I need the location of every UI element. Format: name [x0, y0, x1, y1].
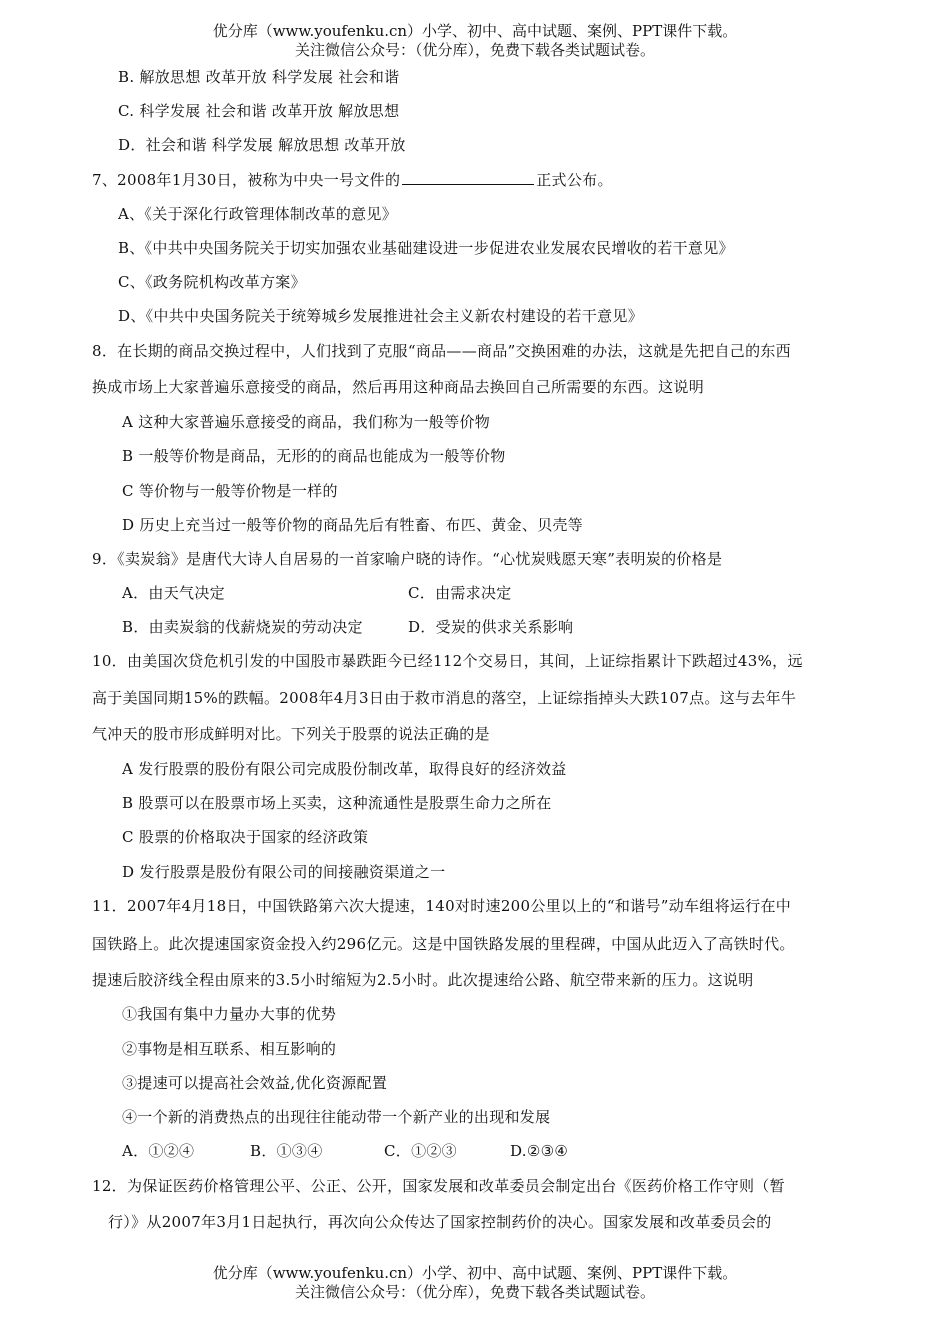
footer-line-1: 优分库（www.youfenku.cn）小学、初中、高中试题、案例、PPT课件下载。 — [212, 1264, 738, 1282]
header-line-2: 关注微信公众号：（优分库），免费下载各类试题试卷。 — [294, 41, 655, 59]
q11-options — [122, 1141, 568, 1161]
footer-line-2: 关注微信公众号：（优分库），免费下载各类试题试卷。 — [294, 1283, 655, 1301]
q11-item-3: ③提速可以提高社会效益,优化资源配置 — [122, 1074, 388, 1092]
q8-option-b: B 一般等价物是商品，无形的的商品也能成为一般等价物 — [122, 447, 506, 465]
q7-stem-after: 正式公布。 — [536, 171, 613, 189]
q11-item-4: ④一个新的消费热点的出现往往能动带一个新产业的出现和发展 — [122, 1108, 551, 1126]
q10-option-c: C 股票的价格取决于国家的经济政策 — [122, 828, 369, 846]
q7-option-a: A、《关于深化行政管理体制改革的意见》 — [118, 205, 398, 223]
q8-stem-line-2: 换成市场上大家普遍乐意接受的商品，然后再用这种商品去换回自己所需要的东西。这说明 — [92, 378, 705, 396]
q10-option-b: B 股票可以在股票市场上买卖，这种流通性是股票生命力之所在 — [122, 794, 552, 812]
q7-answer-blank — [402, 170, 534, 185]
q9-option-b: B．由卖炭翁的伐薪烧炭的劳动决定 — [122, 618, 363, 636]
page-header — [0, 22, 950, 60]
q11-option-c: C．①②③ — [384, 1142, 457, 1160]
q11-stem-line-3: 提速后胶济线全程由原来的3.5小时缩短为2.5小时。此次提速给公路、航空带来新的压力。这说明 — [92, 971, 754, 989]
q10-stem-line-1: 10．由美国次贷危机引发的中国股市暴跌距今已经112个交易日，其间，上证综指累计下跌超过43%，远 — [92, 652, 803, 670]
q6-option-c: C. 科学发展 社会和谐 改革开放 解放思想 — [118, 102, 400, 120]
q11-item-2: ②事物是相互联系、相互影响的 — [122, 1040, 337, 1058]
header-line-1: 优分库（www.youfenku.cn）小学、初中、高中试题、案例、PPT课件下载。 — [212, 22, 738, 40]
q11-item-1: ①我国有集中力量办大事的优势 — [122, 1005, 337, 1023]
q11-stem-line-1: 11．2007年4月18日，中国铁路第六次大提速，140对时速200公里以上的“和谐号”动车组将运行在中 — [92, 897, 792, 915]
q7-stem — [92, 170, 613, 190]
q7-option-d: D、《中共中央国务院关于统筹城乡发展推进社会主义新农村建设的若干意见》 — [118, 307, 644, 325]
q11-option-a: A．①②④ — [122, 1142, 195, 1160]
q12-stem-line-2: 行）》从2007年3月1日起执行，再次向公众传达了国家控制药价的决心。国家发展和改革委员会的 — [108, 1213, 772, 1231]
q8-option-c: C 等价物与一般等价物是一样的 — [122, 482, 338, 500]
q8-option-a: A 这种大家普遍乐意接受的商品，我们称为一般等价物 — [122, 413, 491, 431]
q7-option-c: C、《政务院机构改革方案》 — [118, 273, 306, 291]
q7-option-b: B、《中共中央国务院关于切实加强农业基础建设进一步促进农业发展农民增收的若干意见》 — [118, 239, 734, 257]
q12-stem-line-1: 12．为保证医药价格管理公平、公正、公开，国家发展和改革委员会制定出台《医药价格工作守则（暂 — [92, 1177, 785, 1195]
q10-stem-line-2: 高于美国同期15%的跌幅。2008年4月3日由于救市消息的落空，上证综指掉头大跌107点。这与去年牛 — [92, 689, 797, 707]
q9-option-d: D．受炭的供求关系影响 — [408, 618, 574, 636]
q11-stem-line-2: 国铁路上。此次提速国家资金投入约296亿元。这是中国铁路发展的里程碑，中国从此迈入了高铁时代。 — [92, 935, 795, 953]
q8-option-d: D 历史上充当过一般等价物的商品先后有牲畜、布匹、黄金、贝壳等 — [122, 516, 584, 534]
q9-option-c: C．由需求决定 — [408, 584, 512, 602]
q11-option-b: B．①③④ — [250, 1142, 323, 1160]
q7-stem-before: 7、2008年1月30日，被称为中央一号文件的 — [92, 171, 401, 189]
q9-stem: 9．《卖炭翁》是唐代大诗人自居易的一首家喻户晓的诗作。“心忧炭贱愿天寒”表明炭的价格是 — [92, 550, 723, 568]
q8-stem-line-1: 8．在长期的商品交换过程中，人们找到了克服“商品——商品”交换困难的办法，这就是先把自己的东西 — [92, 342, 791, 360]
q10-stem-line-3: 气冲天的股市形成鲜明对比。下列关于股票的说法正确的是 — [92, 725, 490, 743]
q6-option-d: D．社会和谐 科学发展 解放思想 改革开放 — [118, 136, 406, 154]
q9-option-a: A．由天气决定 — [122, 584, 225, 602]
q11-option-d: D.②③④ — [510, 1142, 569, 1160]
q10-option-a: A 发行股票的股份有限公司完成股份制改革，取得良好的经济效益 — [122, 760, 567, 778]
q10-option-d: D 发行股票是股份有限公司的间接融资渠道之一 — [122, 863, 446, 881]
q6-option-b: B. 解放思想 改革开放 科学发展 社会和谐 — [118, 68, 400, 86]
page-footer — [0, 1264, 950, 1302]
